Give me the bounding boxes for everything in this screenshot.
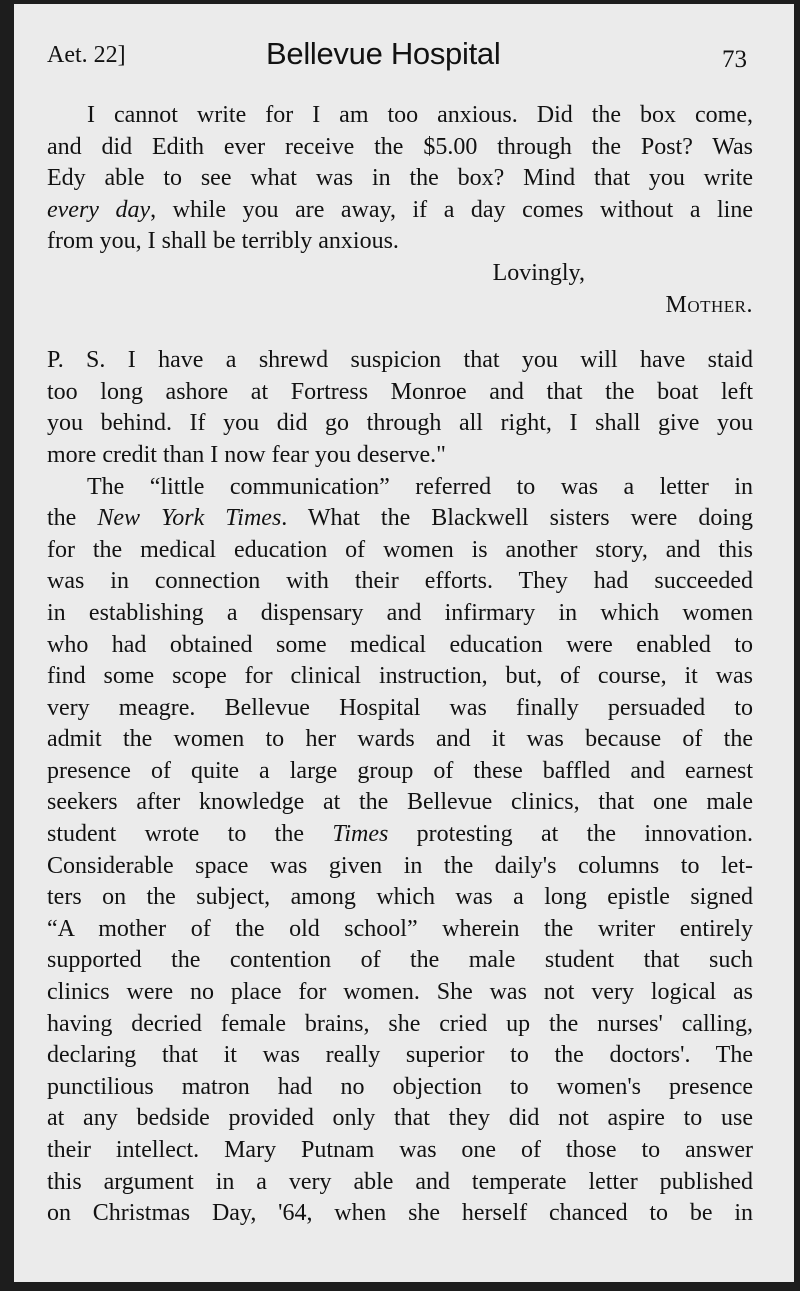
letter-closing: Lovingly,: [492, 259, 585, 286]
book-page: [14, 4, 794, 1282]
text-line: punctilious matron had no objection to women's presence: [47, 1073, 753, 1100]
text-line: Edy able to see what was in the box? Mind that you write: [47, 165, 753, 192]
text-line: was in connection with their efforts. They had succeeded: [47, 568, 753, 595]
running-title: Bellevue Hospital: [266, 36, 501, 71]
postscript: [47, 345, 753, 471]
text-fragment: . What the Blackwell sisters were doing: [281, 505, 753, 532]
text-line: [47, 195, 753, 227]
text-line: too long ashore at Fortress Monroe and that the boat left: [47, 378, 753, 405]
text-line: supported the contention of the male student that such: [47, 947, 753, 974]
text-fragment: student wrote to the: [47, 821, 333, 848]
letter-excerpt: [47, 100, 753, 321]
text-fragment: the: [47, 505, 98, 532]
italic-phrase: every day: [47, 196, 151, 223]
text-line: “A mother of the old school” wherein the writer entirely: [47, 915, 753, 942]
running-head-left: Aet. 22]: [47, 42, 126, 68]
text-fragment: , while you are away, if a day comes without a line: [150, 196, 753, 223]
text-line: clinics were no place for women. She was not very logical as: [47, 979, 753, 1006]
italic-phrase: Times: [332, 821, 389, 848]
text-line: Considerable space was given in the daily's columns to let-: [47, 852, 753, 879]
text-line: ters on the subject, among which was a long epistle signed: [47, 884, 753, 911]
text-line: I cannot write for I am too anxious. Did the box come,: [87, 102, 753, 128]
text-line: this argument in a very able and temperate letter published: [47, 1168, 753, 1195]
text-line: at any bedside provided only that they did not aspire to use: [47, 1105, 753, 1132]
text-line: their intellect. Mary Putnam was one of those to answer: [47, 1137, 753, 1163]
text-line: presence of quite a large group of these baffled and earnest: [47, 757, 753, 784]
text-line: on Christmas Day, '64, when she herself chanced to be in: [47, 1200, 753, 1227]
text-line: [47, 503, 753, 535]
page-number: 73: [722, 46, 747, 73]
text-line: in establishing a dispensary and infirmary in which women: [47, 599, 753, 626]
text-line: admit the women to her wards and it was because of the: [47, 726, 753, 753]
narrative-paragraph: [47, 472, 753, 1230]
text-line: very meagre. Bellevue Hospital was finally persuaded to: [47, 694, 753, 721]
text-line: seekers after knowledge at the Bellevue clinics, that one male: [47, 789, 753, 816]
text-fragment: protesting at the innovation.: [388, 821, 753, 848]
text-line: you behind. If you did go through all right, I shall give you: [47, 410, 753, 437]
text-line: who had obtained some medical education were enabled to: [47, 631, 753, 658]
italic-phrase: New York Times: [97, 505, 282, 532]
text-line: having decried female brains, she cried up the nurses' calling,: [47, 1010, 753, 1037]
text-line: [47, 819, 753, 851]
text-line: from you, I shall be terribly anxious.: [47, 228, 399, 255]
text-line: declaring that it was really superior to the doctors'. The: [47, 1042, 753, 1069]
page-body: [47, 100, 753, 1230]
running-header: [14, 36, 794, 76]
text-line: The “little communication” referred to was a letter in: [87, 473, 753, 500]
text-line: P. S. I have a shrewd suspicion that you will have staid: [47, 347, 753, 374]
text-line: for the medical education of women is another story, and this: [47, 536, 753, 563]
text-line: and did Edith ever receive the $5.00 through the Post? Was: [47, 133, 753, 160]
text-line: more credit than I now fear you deserve.": [47, 441, 446, 468]
letter-signature: Mother.: [665, 291, 753, 318]
text-line: find some scope for clinical instruction, but, of course, it was: [47, 663, 753, 690]
